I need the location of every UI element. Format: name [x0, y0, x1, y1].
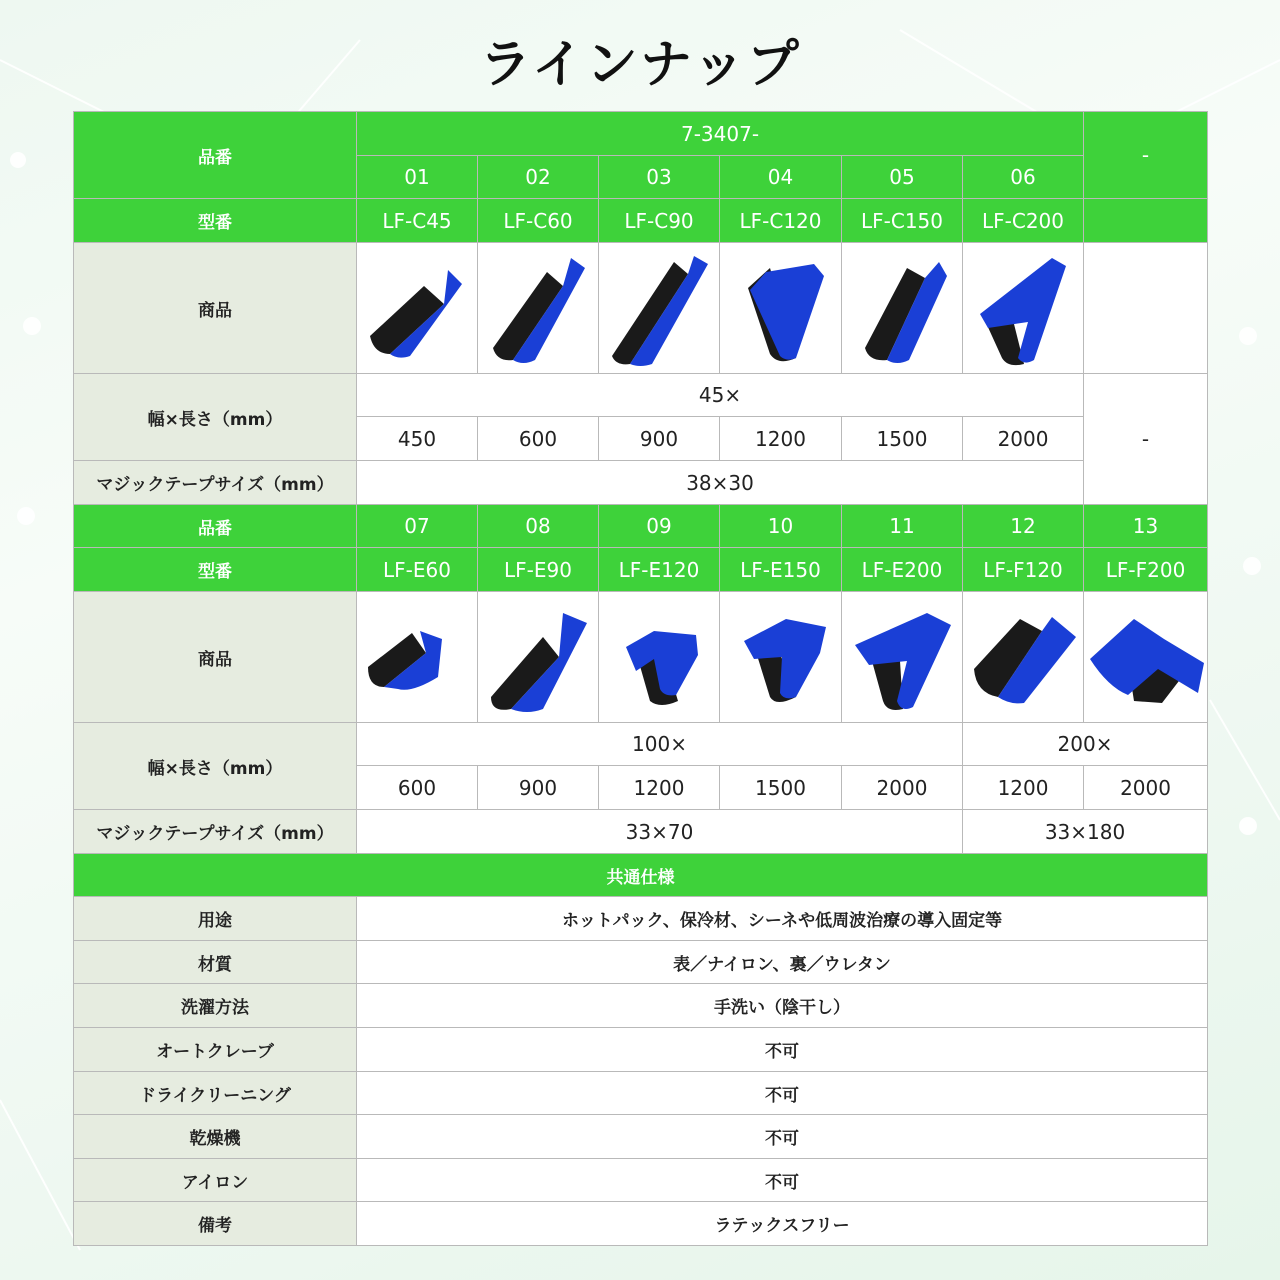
item-number: 06: [963, 156, 1084, 199]
spec-label: 備考: [74, 1202, 357, 1246]
catalog-prefix: 7-3407-: [357, 112, 1084, 156]
product-image: [599, 592, 720, 723]
product-image: [478, 243, 599, 374]
empty-cell: [1084, 199, 1208, 243]
model-number: LF-C150: [842, 199, 963, 243]
page-title: ラインナップ: [479, 35, 801, 95]
lineup-table: [73, 111, 1208, 1246]
size-dash: -: [1084, 374, 1208, 505]
item-number: 02: [478, 156, 599, 199]
item-number: 04: [720, 156, 842, 199]
hinban-label: 品番: [74, 505, 357, 548]
tape-value: 33×180: [963, 810, 1208, 854]
size-label: 幅×長さ（mm）: [74, 723, 357, 810]
product-image: [478, 592, 599, 723]
item-number: 01: [357, 156, 478, 199]
tape-value: 33×70: [357, 810, 963, 854]
shohin-label: 商品: [74, 592, 357, 723]
tape-value: 38×30: [357, 461, 1084, 505]
length-value: 1200: [720, 417, 842, 461]
length-value: 1200: [963, 766, 1084, 810]
width-value: 100×: [357, 723, 963, 766]
item-number: 05: [842, 156, 963, 199]
model-number: LF-C45: [357, 199, 478, 243]
spec-value: 不可: [357, 1028, 1208, 1072]
spec-label: ドライクリーニング: [74, 1072, 357, 1115]
shohin-label: 商品: [74, 243, 357, 374]
item-number: 07: [357, 505, 478, 548]
model-number: LF-C60: [478, 199, 599, 243]
length-value: 600: [478, 417, 599, 461]
spec-value: 不可: [357, 1072, 1208, 1115]
tape-label: マジックテープサイズ（mm）: [74, 461, 357, 505]
product-image: [720, 243, 842, 374]
item-number: 08: [478, 505, 599, 548]
product-image: [963, 592, 1084, 723]
hinban-label: 品番: [74, 112, 357, 199]
length-value: 900: [478, 766, 599, 810]
tape-label: マジックテープサイズ（mm）: [74, 810, 357, 854]
model-number: LF-E120: [599, 548, 720, 592]
product-image: [599, 243, 720, 374]
model-number: LF-E150: [720, 548, 842, 592]
empty-cell: [1084, 243, 1208, 374]
common-spec-header: 共通仕様: [74, 854, 1208, 897]
length-value: 2000: [1084, 766, 1208, 810]
spec-label: アイロン: [74, 1159, 357, 1202]
spec-value: 手洗い（陰干し）: [357, 984, 1208, 1028]
kataban-label: 型番: [74, 548, 357, 592]
length-value: 2000: [842, 766, 963, 810]
length-value: 900: [599, 417, 720, 461]
spec-label: 用途: [74, 897, 357, 941]
model-number: LF-E90: [478, 548, 599, 592]
width-value: 45×: [357, 374, 1084, 417]
length-value: 450: [357, 417, 478, 461]
spec-value: 不可: [357, 1159, 1208, 1202]
spec-value: 不可: [357, 1115, 1208, 1159]
product-image: [720, 592, 842, 723]
spec-label: 洗濯方法: [74, 984, 357, 1028]
product-image: [842, 592, 963, 723]
model-number: LF-F200: [1084, 548, 1208, 592]
spec-label: 乾燥機: [74, 1115, 357, 1159]
product-image: [357, 592, 478, 723]
product-image: [963, 243, 1084, 374]
spec-label: オートクレーブ: [74, 1028, 357, 1072]
model-number: LF-F120: [963, 548, 1084, 592]
length-value: 2000: [963, 417, 1084, 461]
item-number: 10: [720, 505, 842, 548]
product-image: [842, 243, 963, 374]
item-number: 12: [963, 505, 1084, 548]
model-number: LF-C200: [963, 199, 1084, 243]
item-number: 11: [842, 505, 963, 548]
product-image: [357, 243, 478, 374]
spec-value: ラテックスフリー: [357, 1202, 1208, 1246]
spec-label: 材質: [74, 941, 357, 984]
model-number: LF-C120: [720, 199, 842, 243]
length-value: 600: [357, 766, 478, 810]
item-number: 09: [599, 505, 720, 548]
item-number: 03: [599, 156, 720, 199]
width-value: 200×: [963, 723, 1208, 766]
spec-value: ホットパック、保冷材、シーネや低周波治療の導入固定等: [357, 897, 1208, 941]
kataban-label: 型番: [74, 199, 357, 243]
length-value: 1200: [599, 766, 720, 810]
product-image: [1084, 592, 1208, 723]
model-number: LF-E60: [357, 548, 478, 592]
size-label: 幅×長さ（mm）: [74, 374, 357, 461]
item-number: 13: [1084, 505, 1208, 548]
length-value: 1500: [842, 417, 963, 461]
length-value: 1500: [720, 766, 842, 810]
model-number: LF-C90: [599, 199, 720, 243]
catalog-dash: -: [1084, 112, 1208, 199]
model-number: LF-E200: [842, 548, 963, 592]
spec-value: 表／ナイロン、裏／ウレタン: [357, 941, 1208, 984]
